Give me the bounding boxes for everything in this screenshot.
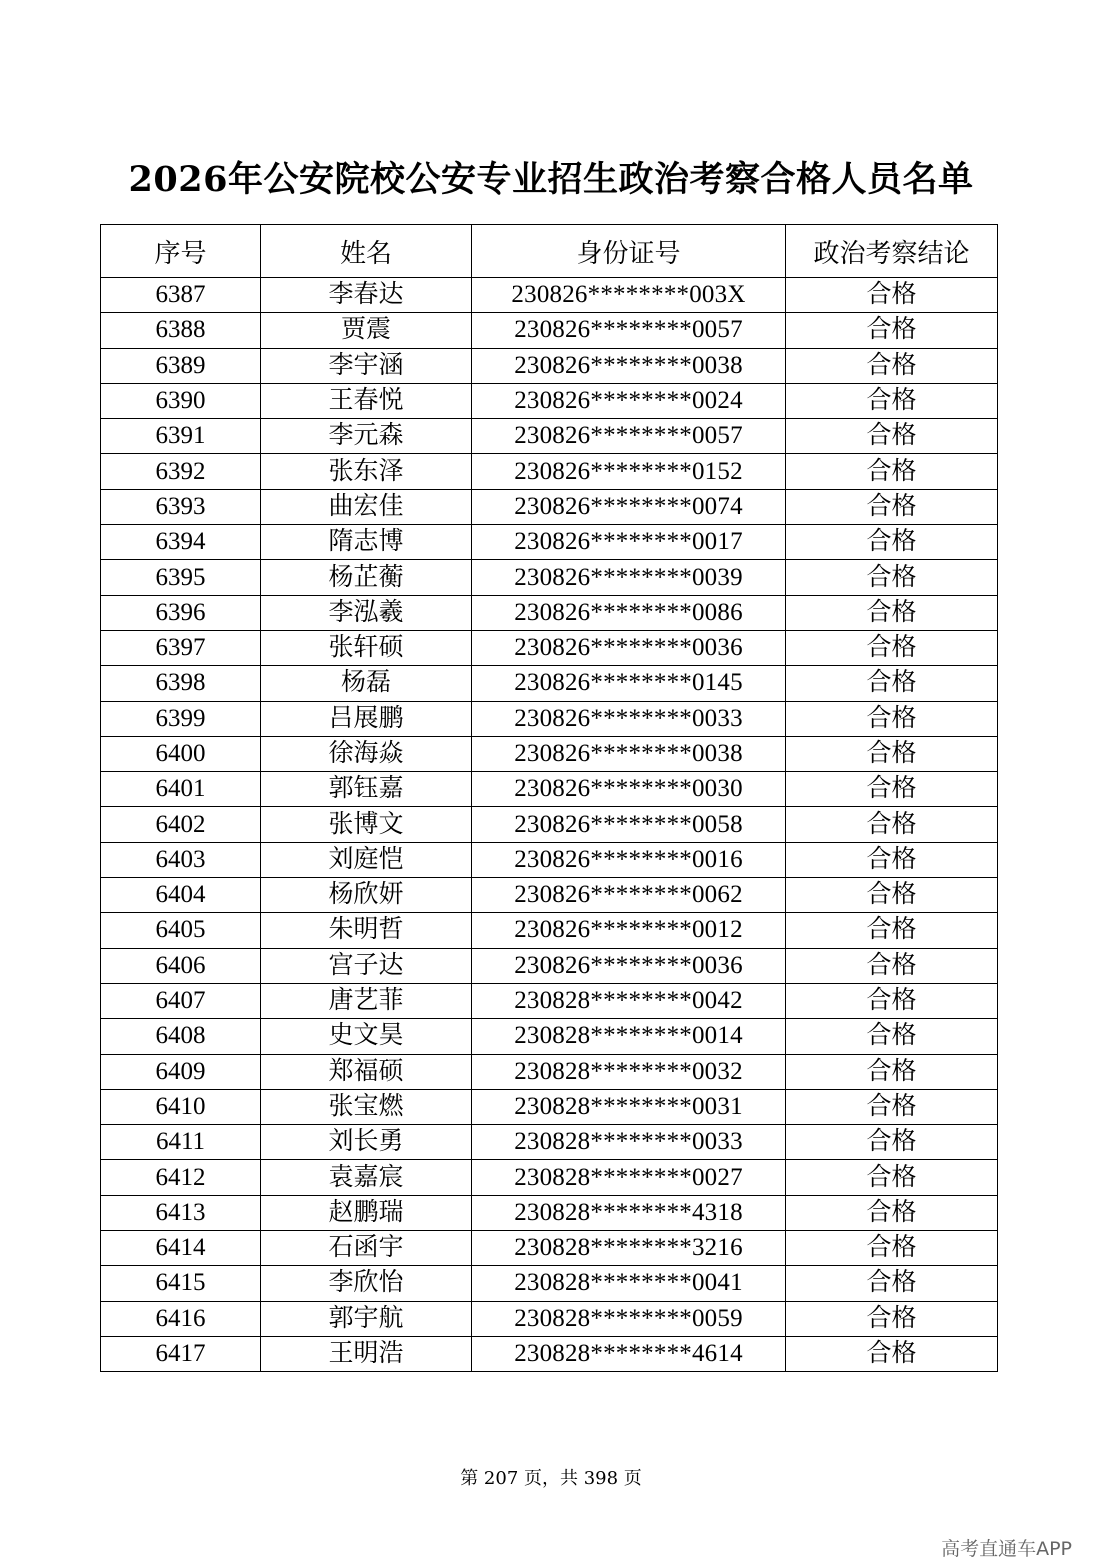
cell-serial-number: 6398 (101, 666, 261, 701)
cell-serial-number: 6409 (101, 1054, 261, 1089)
table-row (101, 1195, 998, 1230)
header-id-number: 身份证号 (472, 225, 786, 278)
cell-conclusion: 合格 (786, 278, 998, 313)
cell-id-number: 230826********0038 (472, 736, 786, 771)
cell-serial-number: 6392 (101, 454, 261, 489)
cell-serial-number: 6395 (101, 560, 261, 595)
cell-conclusion: 合格 (786, 454, 998, 489)
header-name: 姓名 (261, 225, 472, 278)
cell-conclusion: 合格 (786, 1266, 998, 1301)
cell-conclusion: 合格 (786, 948, 998, 983)
cell-name: 王明浩 (261, 1336, 472, 1371)
cell-serial-number: 6402 (101, 807, 261, 842)
table-row (101, 595, 998, 630)
cell-serial-number: 6393 (101, 489, 261, 524)
table-row (101, 489, 998, 524)
cell-serial-number: 6411 (101, 1125, 261, 1160)
cell-name: 李元森 (261, 419, 472, 454)
cell-serial-number: 6389 (101, 348, 261, 383)
cell-serial-number: 6388 (101, 313, 261, 348)
table-row (101, 913, 998, 948)
table-row (101, 383, 998, 418)
cell-conclusion: 合格 (786, 1160, 998, 1195)
cell-name: 刘庭恺 (261, 842, 472, 877)
cell-serial-number: 6412 (101, 1160, 261, 1195)
cell-id-number: 230826********0074 (472, 489, 786, 524)
cell-conclusion: 合格 (786, 736, 998, 771)
cell-serial-number: 6390 (101, 383, 261, 418)
cell-name: 王春悦 (261, 383, 472, 418)
cell-conclusion: 合格 (786, 383, 998, 418)
table-row (101, 1160, 998, 1195)
table-row (101, 1019, 998, 1054)
cell-id-number: 230826********0038 (472, 348, 786, 383)
cell-conclusion: 合格 (786, 348, 998, 383)
cell-name: 张轩硕 (261, 630, 472, 665)
cell-name: 史文昊 (261, 1019, 472, 1054)
cell-name: 袁嘉宸 (261, 1160, 472, 1195)
cell-conclusion: 合格 (786, 560, 998, 595)
cell-id-number: 230826********0062 (472, 878, 786, 913)
cell-conclusion: 合格 (786, 1195, 998, 1230)
cell-name: 郑福硕 (261, 1054, 472, 1089)
cell-serial-number: 6414 (101, 1231, 261, 1266)
cell-id-number: 230828********0042 (472, 983, 786, 1018)
header-serial-number: 序号 (101, 225, 261, 278)
roster-body (101, 278, 998, 1372)
table-row (101, 560, 998, 595)
cell-id-number: 230826********0036 (472, 948, 786, 983)
cell-serial-number: 6405 (101, 913, 261, 948)
cell-conclusion: 合格 (786, 807, 998, 842)
cell-id-number: 230828********4614 (472, 1336, 786, 1371)
cell-conclusion: 合格 (786, 913, 998, 948)
cell-name: 石函宇 (261, 1231, 472, 1266)
cell-id-number: 230828********0041 (472, 1266, 786, 1301)
cell-name: 隋志博 (261, 525, 472, 560)
cell-id-number: 230826********0016 (472, 842, 786, 877)
cell-conclusion: 合格 (786, 489, 998, 524)
cell-name: 吕展鹏 (261, 701, 472, 736)
cell-serial-number: 6413 (101, 1195, 261, 1230)
table-row (101, 1266, 998, 1301)
cell-name: 李欣怡 (261, 1266, 472, 1301)
table-row (101, 1336, 998, 1371)
cell-conclusion: 合格 (786, 1054, 998, 1089)
cell-id-number: 230828********0059 (472, 1301, 786, 1336)
cell-serial-number: 6408 (101, 1019, 261, 1054)
cell-serial-number: 6410 (101, 1089, 261, 1124)
cell-id-number: 230828********0027 (472, 1160, 786, 1195)
table-row (101, 983, 998, 1018)
cell-id-number: 230826********0057 (472, 419, 786, 454)
cell-id-number: 230826********0057 (472, 313, 786, 348)
cell-serial-number: 6406 (101, 948, 261, 983)
cell-conclusion: 合格 (786, 1301, 998, 1336)
cell-serial-number: 6394 (101, 525, 261, 560)
cell-id-number: 230826********0145 (472, 666, 786, 701)
cell-conclusion: 合格 (786, 666, 998, 701)
cell-serial-number: 6417 (101, 1336, 261, 1371)
cell-conclusion: 合格 (786, 878, 998, 913)
table-header-row (101, 225, 998, 278)
cell-conclusion: 合格 (786, 419, 998, 454)
cell-id-number: 230826********0017 (472, 525, 786, 560)
cell-conclusion: 合格 (786, 630, 998, 665)
table-row (101, 1089, 998, 1124)
table-row (101, 772, 998, 807)
cell-name: 张宝燃 (261, 1089, 472, 1124)
cell-id-number: 230826********003X (472, 278, 786, 313)
table-row (101, 1301, 998, 1336)
cell-conclusion: 合格 (786, 842, 998, 877)
cell-name: 李春达 (261, 278, 472, 313)
cell-id-number: 230826********0058 (472, 807, 786, 842)
cell-id-number: 230826********0152 (472, 454, 786, 489)
cell-id-number: 230826********0030 (472, 772, 786, 807)
table-row (101, 736, 998, 771)
cell-name: 张东泽 (261, 454, 472, 489)
table-row (101, 1054, 998, 1089)
cell-id-number: 230826********0024 (472, 383, 786, 418)
cell-name: 曲宏佳 (261, 489, 472, 524)
cell-conclusion: 合格 (786, 701, 998, 736)
cell-name: 刘长勇 (261, 1125, 472, 1160)
cell-id-number: 230828********0014 (472, 1019, 786, 1054)
cell-serial-number: 6396 (101, 595, 261, 630)
table-row (101, 878, 998, 913)
table-row (101, 348, 998, 383)
cell-id-number: 230826********0036 (472, 630, 786, 665)
cell-serial-number: 6415 (101, 1266, 261, 1301)
table-row (101, 525, 998, 560)
table-row (101, 666, 998, 701)
page-title: 2026年公安院校公安专业招生政治考察合格人员名单 (128, 159, 974, 200)
cell-conclusion: 合格 (786, 1089, 998, 1124)
cell-conclusion: 合格 (786, 1125, 998, 1160)
cell-conclusion: 合格 (786, 313, 998, 348)
cell-id-number: 230828********0031 (472, 1089, 786, 1124)
roster-table (100, 224, 998, 1372)
cell-name: 赵鹏瑞 (261, 1195, 472, 1230)
table-row (101, 948, 998, 983)
cell-conclusion: 合格 (786, 1336, 998, 1371)
cell-id-number: 230828********0032 (472, 1054, 786, 1089)
table-row (101, 842, 998, 877)
watermark-logo: 高考直通车APP (941, 1538, 1072, 1560)
cell-id-number: 230828********0033 (472, 1125, 786, 1160)
cell-name: 杨欣妍 (261, 878, 472, 913)
cell-serial-number: 6403 (101, 842, 261, 877)
cell-serial-number: 6401 (101, 772, 261, 807)
table-row (101, 313, 998, 348)
cell-name: 杨磊 (261, 666, 472, 701)
table-row (101, 1125, 998, 1160)
cell-serial-number: 6397 (101, 630, 261, 665)
cell-conclusion: 合格 (786, 525, 998, 560)
cell-id-number: 230826********0033 (472, 701, 786, 736)
table-row (101, 278, 998, 313)
cell-conclusion: 合格 (786, 772, 998, 807)
page-number-footer: 第 207 页，共 398 页 (460, 1468, 642, 1489)
cell-name: 郭钰嘉 (261, 772, 472, 807)
cell-name: 张博文 (261, 807, 472, 842)
cell-name: 徐海焱 (261, 736, 472, 771)
cell-conclusion: 合格 (786, 1231, 998, 1266)
cell-name: 杨芷蘅 (261, 560, 472, 595)
header-conclusion: 政治考察结论 (786, 225, 998, 278)
cell-serial-number: 6400 (101, 736, 261, 771)
cell-id-number: 230828********3216 (472, 1231, 786, 1266)
cell-name: 朱明哲 (261, 913, 472, 948)
cell-serial-number: 6387 (101, 278, 261, 313)
cell-name: 唐艺菲 (261, 983, 472, 1018)
cell-conclusion: 合格 (786, 1019, 998, 1054)
cell-serial-number: 6416 (101, 1301, 261, 1336)
cell-name: 李宇涵 (261, 348, 472, 383)
cell-serial-number: 6399 (101, 701, 261, 736)
table-row (101, 1231, 998, 1266)
cell-serial-number: 6391 (101, 419, 261, 454)
cell-name: 贾震 (261, 313, 472, 348)
cell-serial-number: 6407 (101, 983, 261, 1018)
cell-serial-number: 6404 (101, 878, 261, 913)
cell-conclusion: 合格 (786, 983, 998, 1018)
cell-name: 李泓羲 (261, 595, 472, 630)
cell-name: 郭宇航 (261, 1301, 472, 1336)
cell-conclusion: 合格 (786, 595, 998, 630)
cell-id-number: 230826********0039 (472, 560, 786, 595)
table-row (101, 630, 998, 665)
table-row (101, 454, 998, 489)
table-row (101, 807, 998, 842)
cell-id-number: 230826********0012 (472, 913, 786, 948)
table-row (101, 419, 998, 454)
table-row (101, 701, 998, 736)
cell-id-number: 230826********0086 (472, 595, 786, 630)
cell-name: 宫子达 (261, 948, 472, 983)
cell-id-number: 230828********4318 (472, 1195, 786, 1230)
